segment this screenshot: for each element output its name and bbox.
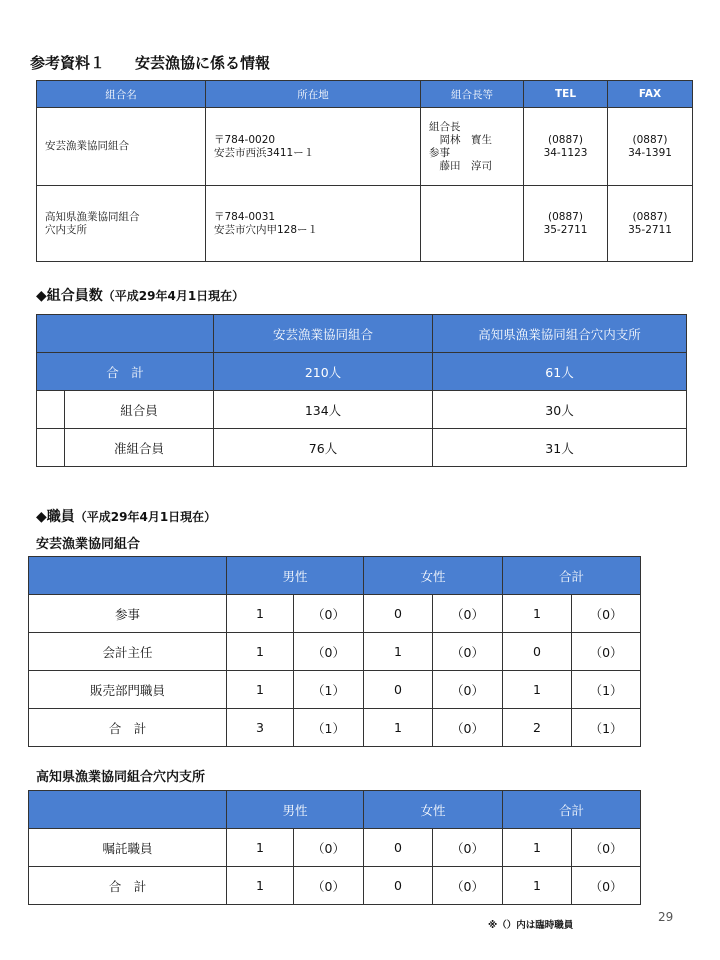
members-title: ◆組合員数 xyxy=(36,288,103,304)
staff-subtitle: （平成29年4月1日現在） xyxy=(74,510,217,524)
temporary-staff-note: ※（）内は臨時職員 xyxy=(488,920,574,931)
info-tel-cell xyxy=(524,186,608,262)
staff-cell: （0） xyxy=(433,867,503,905)
info-head-cell-empty xyxy=(421,186,524,262)
members-row-label: 組合員 xyxy=(65,391,214,429)
info-address-postcode: 〒784-0020 xyxy=(214,133,276,146)
info-fax-cell xyxy=(608,108,693,186)
staff-cell: （0） xyxy=(572,633,641,671)
staff-a-row xyxy=(29,595,641,633)
staff-cell: 1 xyxy=(227,829,294,867)
info-tel-cell xyxy=(524,108,608,186)
staff-cell: （0） xyxy=(572,867,641,905)
staff-row-label: 会計主任 xyxy=(29,633,227,671)
staff-cell: （0） xyxy=(433,709,503,747)
staff-cell: 3 xyxy=(227,709,294,747)
info-name-line: 安芸漁業協同組合 xyxy=(45,140,129,152)
info-header-tel: TEL xyxy=(524,81,608,108)
staff-cell: 1 xyxy=(503,671,572,709)
staff-cell: 1 xyxy=(364,633,433,671)
members-row-aki: 76人 xyxy=(214,429,433,467)
info-address-street: 安芸市穴内甲128ー１ xyxy=(214,223,319,236)
info-tel-number: 35-2711 xyxy=(543,223,588,236)
info-address-postcode: 〒784-0031 xyxy=(214,210,276,223)
staff-b-header-total: 合計 xyxy=(503,791,641,829)
staff-cell: 1 xyxy=(227,633,294,671)
staff-table-a-title: 安芸漁業協同組合 xyxy=(36,537,141,552)
staff-cell: （0） xyxy=(294,867,364,905)
info-header-fax: FAX xyxy=(608,81,693,108)
staff-cell: （0） xyxy=(572,595,641,633)
staff-cell: （0） xyxy=(294,829,364,867)
staff-cell: （1） xyxy=(294,671,364,709)
staff-a-header-female: 女性 xyxy=(364,557,503,595)
document-title: 参考資料１ 安芸漁協に係る情報 xyxy=(30,54,271,72)
info-header-name: 組合名 xyxy=(37,81,206,108)
members-header-row xyxy=(37,315,687,353)
staff-a-header-male: 男性 xyxy=(227,557,364,595)
page-number: 29 xyxy=(658,910,674,924)
info-head-line: 藤田 淳司 xyxy=(429,159,492,172)
info-address-cell xyxy=(206,186,421,262)
staff-b-total-row xyxy=(29,867,641,905)
staff-cell: （0） xyxy=(294,633,364,671)
members-indent-cell xyxy=(37,391,65,429)
members-row-label: 准組合員 xyxy=(65,429,214,467)
staff-cell: 1 xyxy=(364,709,433,747)
info-row-anai xyxy=(37,186,693,262)
members-row-anai: 30人 xyxy=(433,391,687,429)
staff-a-row xyxy=(29,633,641,671)
info-name-cell xyxy=(37,186,206,262)
staff-cell: （1） xyxy=(572,709,641,747)
members-header-blank xyxy=(37,315,214,353)
staff-cell: 1 xyxy=(503,867,572,905)
staff-cell: 1 xyxy=(503,595,572,633)
info-head-line: 岡林 寳生 xyxy=(429,133,492,146)
members-row-aki: 134人 xyxy=(214,391,433,429)
info-header-row xyxy=(37,81,693,108)
info-tel-area: (0887) xyxy=(548,210,583,223)
staff-row-label: 嘱託職員 xyxy=(29,829,227,867)
info-header-address: 所在地 xyxy=(206,81,421,108)
info-name-cell xyxy=(37,108,206,186)
staff-cell: 0 xyxy=(503,633,572,671)
info-name-line: 穴内支所 xyxy=(45,223,87,236)
staff-row-label: 参事 xyxy=(29,595,227,633)
staff-cell: （1） xyxy=(572,671,641,709)
info-fax-cell xyxy=(608,186,693,262)
staff-cell: （0） xyxy=(294,595,364,633)
members-total-label: 合 計 xyxy=(37,353,214,391)
staff-cell: （0） xyxy=(572,829,641,867)
info-fax-area: (0887) xyxy=(632,210,668,223)
association-info-table xyxy=(36,80,693,262)
members-row-anai: 31人 xyxy=(433,429,687,467)
staff-title: ◆職員 xyxy=(36,509,75,525)
info-fax-area: (0887) xyxy=(632,133,668,146)
staff-cell: 0 xyxy=(364,671,433,709)
info-head-line: 組合長 xyxy=(429,120,461,133)
members-header-anai: 高知県漁業協同組合穴内支所 xyxy=(433,315,687,353)
staff-cell: 1 xyxy=(227,595,294,633)
staff-table-b-title: 高知県漁業協同組合穴内支所 xyxy=(36,770,206,785)
staff-cell: （1） xyxy=(294,709,364,747)
staff-cell: 1 xyxy=(503,829,572,867)
info-tel-area: (0887) xyxy=(548,133,583,146)
staff-cell: （0） xyxy=(433,829,503,867)
staff-table-anai xyxy=(28,790,641,905)
members-indent-cell xyxy=(37,429,65,467)
staff-b-header-female: 女性 xyxy=(364,791,503,829)
staff-table-aki xyxy=(28,556,641,747)
members-row xyxy=(37,391,687,429)
info-head-line: 参事 xyxy=(429,146,450,159)
staff-b-header-male: 男性 xyxy=(227,791,364,829)
members-subtitle: （平成29年4月1日現在） xyxy=(102,289,245,303)
members-table xyxy=(36,314,687,467)
staff-cell: （0） xyxy=(433,633,503,671)
info-address-street: 安芸市西浜3411ー１ xyxy=(214,146,315,159)
members-total-row xyxy=(37,353,687,391)
staff-a-total-row xyxy=(29,709,641,747)
staff-cell: 0 xyxy=(364,829,433,867)
staff-a-header-blank xyxy=(29,557,227,595)
staff-cell: （0） xyxy=(433,595,503,633)
staff-section-title xyxy=(36,506,216,526)
staff-a-header-row xyxy=(29,557,641,595)
staff-b-header-blank xyxy=(29,791,227,829)
staff-cell: 1 xyxy=(227,671,294,709)
staff-cell: 0 xyxy=(364,867,433,905)
info-head-cell xyxy=(421,108,524,186)
staff-cell: 0 xyxy=(364,595,433,633)
staff-cell: 1 xyxy=(227,867,294,905)
info-tel-number: 34-1123 xyxy=(543,146,588,159)
members-row xyxy=(37,429,687,467)
staff-b-row xyxy=(29,829,641,867)
staff-row-label: 合 計 xyxy=(29,709,227,747)
members-total-anai: 61人 xyxy=(433,353,687,391)
staff-cell: 2 xyxy=(503,709,572,747)
members-total-aki: 210人 xyxy=(214,353,433,391)
info-name-line: 高知県漁業協同組合 xyxy=(45,210,140,223)
info-fax-number: 34-1391 xyxy=(628,146,672,159)
info-fax-number: 35-2711 xyxy=(628,223,672,236)
staff-b-header-row xyxy=(29,791,641,829)
staff-row-label: 合 計 xyxy=(29,867,227,905)
info-address-cell xyxy=(206,108,421,186)
info-row-aki xyxy=(37,108,693,186)
members-section-title xyxy=(36,285,244,305)
staff-a-row xyxy=(29,671,641,709)
staff-row-label: 販売部門職員 xyxy=(29,671,227,709)
members-header-aki: 安芸漁業協同組合 xyxy=(214,315,433,353)
staff-a-header-total: 合計 xyxy=(503,557,641,595)
staff-cell: （0） xyxy=(433,671,503,709)
info-header-head: 組合長等 xyxy=(421,81,524,108)
